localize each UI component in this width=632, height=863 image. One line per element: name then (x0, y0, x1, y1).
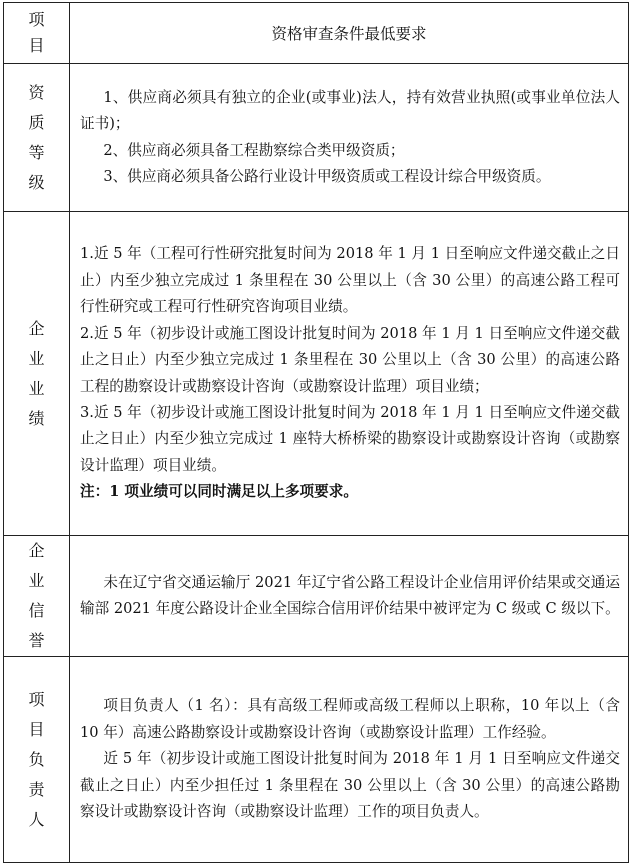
leader-content (70, 657, 629, 863)
label-char: 等 (28, 142, 45, 162)
performance-item: 1.近 5 年（工程可行性研究批复时间为 2018 年 1 月 1 日至响应文件递交截止之日止）内至少独立完成过 1 条里程在 30 公里以上（含 30 公里）的高速公路工程可行性研究或工程可行性研究咨询项目业绩。 (80, 245, 620, 316)
leader-row (4, 657, 629, 863)
requirements-table (3, 2, 629, 863)
label-char: 负 (28, 749, 45, 769)
label-char: 业 (28, 571, 45, 590)
performance-label (4, 212, 70, 536)
leader-paragraph: 项目负责人（1 名）：具有高级工程师或高级工程师以上职称，10 年以上（含 10 年）高速公路勘察设计或勘察设计咨询（或勘察设计监理）工作经验。 (80, 697, 620, 741)
label-char: 目 (28, 719, 45, 739)
performance-note: 注：1 项业绩可以同时满足以上多项要求。 (80, 483, 358, 501)
performance-row (4, 212, 629, 536)
qualification-row (4, 64, 629, 212)
header-item-char: 目 (28, 36, 45, 55)
label-char: 企 (28, 318, 45, 338)
credit-text: 未在辽宁省交通运输厅 2021 年辽宁省公路工程设计企业信用评价结果或交通运输部 2021 年度公路设计企业全国综合信用评价结果中被评定为 C 级或 C 级以下。 (80, 573, 620, 617)
qualification-item: 3、供应商必须具备公路行业设计甲级资质或工程设计综合甲级资质。 (103, 167, 551, 185)
qualification-item: 1、供应商必须具有独立的企业(或事业)法人，持有效营业执照(或事业单位法人证书)； (80, 88, 620, 133)
leader-label (4, 657, 70, 863)
label-char: 业 (28, 378, 45, 398)
label-char: 绩 (28, 408, 45, 428)
label-char: 级 (28, 172, 45, 192)
label-char: 誉 (28, 631, 45, 650)
qualification-content (70, 64, 629, 212)
label-char: 项 (28, 689, 45, 709)
performance-item: 2.近 5 年（初步设计或施工图设计批复时间为 2018 年 1 月 1 日至响应文件递交截止之日止）内至少独立完成过 1 条里程在 30 公里以上（含 30 公里）的高速公路工程的勘察设计或勘察设计咨询（或勘察设计监理）项目业绩； (80, 324, 620, 395)
credit-label (4, 536, 70, 657)
leader-paragraph: 近 5 年（初步设计或施工图设计批复时间为 2018 年 1 月 1 日至响应文件递交截止之日止）内至少担任过 1 条里程在 30 公里以上（含 30 公里）的高速公路勘察设计或勘察设计咨询（或勘察设计监理）工作的项目负责人。 (80, 750, 620, 821)
performance-content (70, 212, 629, 536)
header-row (4, 3, 629, 64)
credit-content (70, 536, 629, 657)
label-char: 信 (28, 601, 45, 620)
header-item-char: 项 (28, 10, 45, 29)
label-char: 质 (28, 112, 45, 132)
qualification-item: 2、供应商必须具备工程勘察综合类甲级资质； (103, 141, 405, 159)
performance-item: 3.近 5 年（初步设计或施工图设计批复时间为 2018 年 1 月 1 日至响应文件递交截止之日止）内至少独立完成过 1 座特大桥桥梁的勘察设计或勘察设计咨询（或勘察设计监理）项目业绩。 (80, 403, 620, 474)
label-char: 业 (28, 348, 45, 368)
label-char: 人 (28, 809, 45, 829)
label-char: 企 (28, 541, 45, 560)
header-item-cell (4, 3, 70, 64)
label-char: 资 (28, 82, 45, 102)
header-title: 资格审查条件最低要求 (70, 3, 629, 64)
qualification-label (4, 64, 70, 212)
label-char: 责 (28, 779, 45, 799)
credit-row (4, 536, 629, 657)
